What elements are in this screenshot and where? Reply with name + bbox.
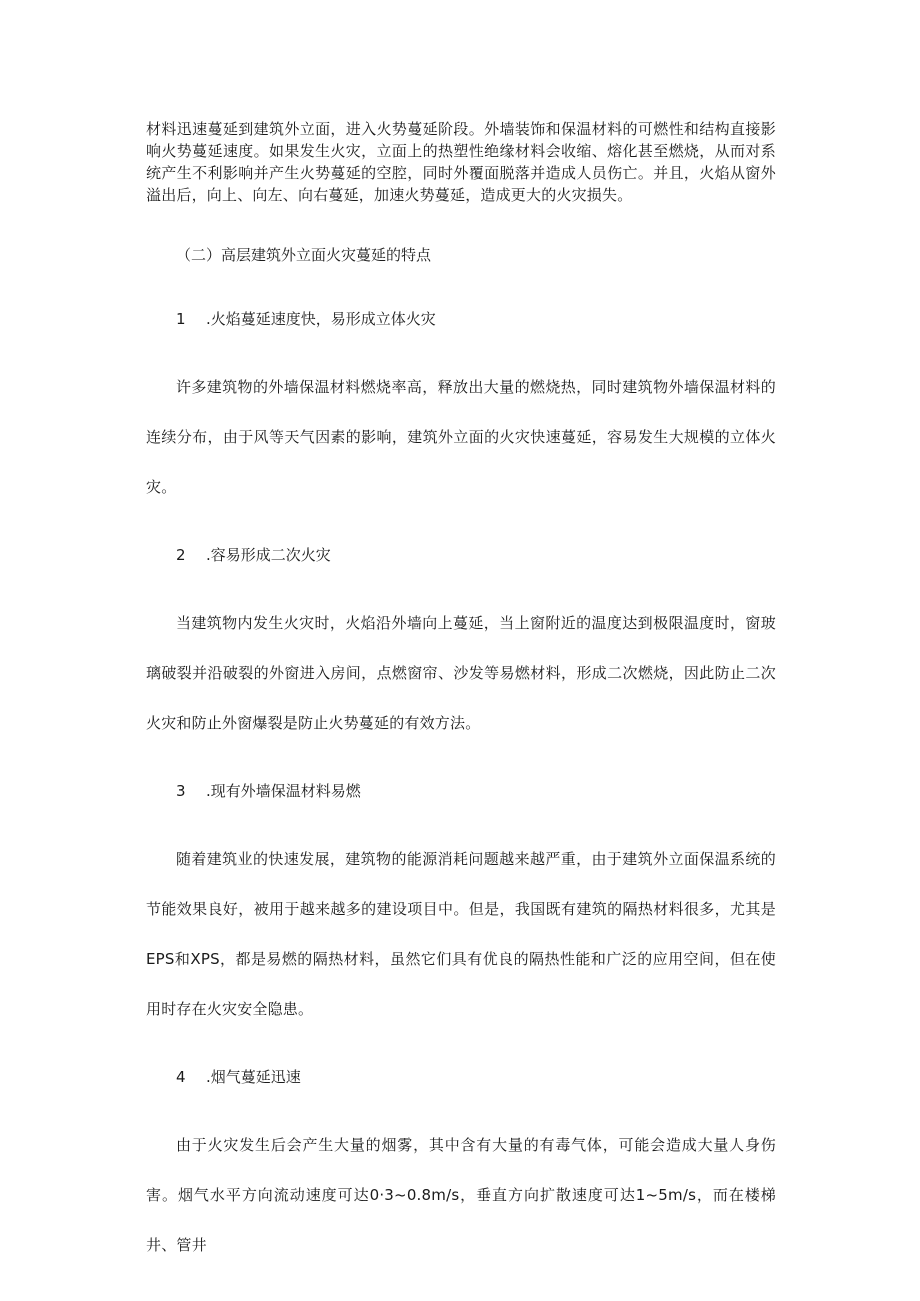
item-number: 4 bbox=[176, 1068, 186, 1086]
spacer bbox=[146, 802, 776, 834]
item-title: .烟气蔓延迅速 bbox=[206, 1068, 301, 1086]
spacer bbox=[146, 330, 776, 362]
item-title: .火焰蔓延速度快，易形成立体火灾 bbox=[206, 310, 436, 328]
item-heading-3 bbox=[146, 780, 776, 802]
section-heading: （二）高层建筑外立面火灾蔓延的特点 bbox=[176, 246, 432, 264]
item-number: 3 bbox=[176, 782, 186, 800]
item-title: .现有外墙保温材料易燃 bbox=[206, 782, 361, 800]
item-body-1: 许多建筑物的外墙保温材料燃烧率高，释放出大量的燃烧热，同时建筑物外墙保温材料的连续分布，由于风等天气因素的影响，建筑外立面的火灾快速蔓延，容易发生大规模的立体火灾。 bbox=[146, 378, 776, 496]
intro-paragraph: 材料迅速蔓延到建筑外立面，进入火势蔓延阶段。外墙装饰和保温材料的可燃性和结构直接影响火势蔓延速度。如果发生火灾，立面上的热塑性绝缘材料会收缩、熔化甚至燃烧，从而对系统产生不利影响并产生火势蔓延的空腔，同时外覆面脱落并造成人员伤亡。并且，火焰从窗外溢出后，向上、向左、向右蔓延，加速火势蔓延，造成更大的火灾损失。 bbox=[146, 120, 776, 204]
spacer bbox=[146, 566, 776, 598]
spacer bbox=[146, 748, 776, 780]
spacer bbox=[146, 206, 776, 244]
item-heading-2 bbox=[146, 544, 776, 566]
spacer bbox=[146, 512, 776, 544]
item-number: 2 bbox=[176, 546, 186, 564]
spacer bbox=[146, 1034, 776, 1066]
item-title: .容易形成二次火灾 bbox=[206, 546, 331, 564]
item-body-3: 随着建筑业的快速发展，建筑物的能源消耗问题越来越严重，由于建筑外立面保温系统的节能效果良好，被用于越来越多的建设项目中。但是，我国既有建筑的隔热材料很多，尤其是EPS和XPS，都是易燃的隔热材料，虽然它们具有优良的隔热性能和广泛的应用空间，但在使用时存在火灾安全隐患。 bbox=[146, 850, 776, 1018]
item-number: 1 bbox=[176, 310, 186, 328]
item-body-2: 当建筑物内发生火灾时，火焰沿外墙向上蔓延，当上窗附近的温度达到极限温度时，窗玻璃破裂并沿破裂的外窗进入房间，点燃窗帘、沙发等易燃材料，形成二次燃烧，因此防止二次火灾和防止外窗爆裂是防止火势蔓延的有效方法。 bbox=[146, 614, 776, 732]
item-body-4: 由于火灾发生后会产生大量的烟雾，其中含有大量的有毒气体，可能会造成大量人身伤害。烟气水平方向流动速度可达0·3~0.8m/s，垂直方向扩散速度可达1~5m/s，而在楼梯井、管井 bbox=[146, 1136, 776, 1254]
spacer bbox=[146, 266, 776, 308]
document-content bbox=[146, 118, 776, 1270]
item-heading-4 bbox=[146, 1066, 776, 1088]
spacer bbox=[146, 1088, 776, 1120]
item-heading-1 bbox=[146, 308, 776, 330]
